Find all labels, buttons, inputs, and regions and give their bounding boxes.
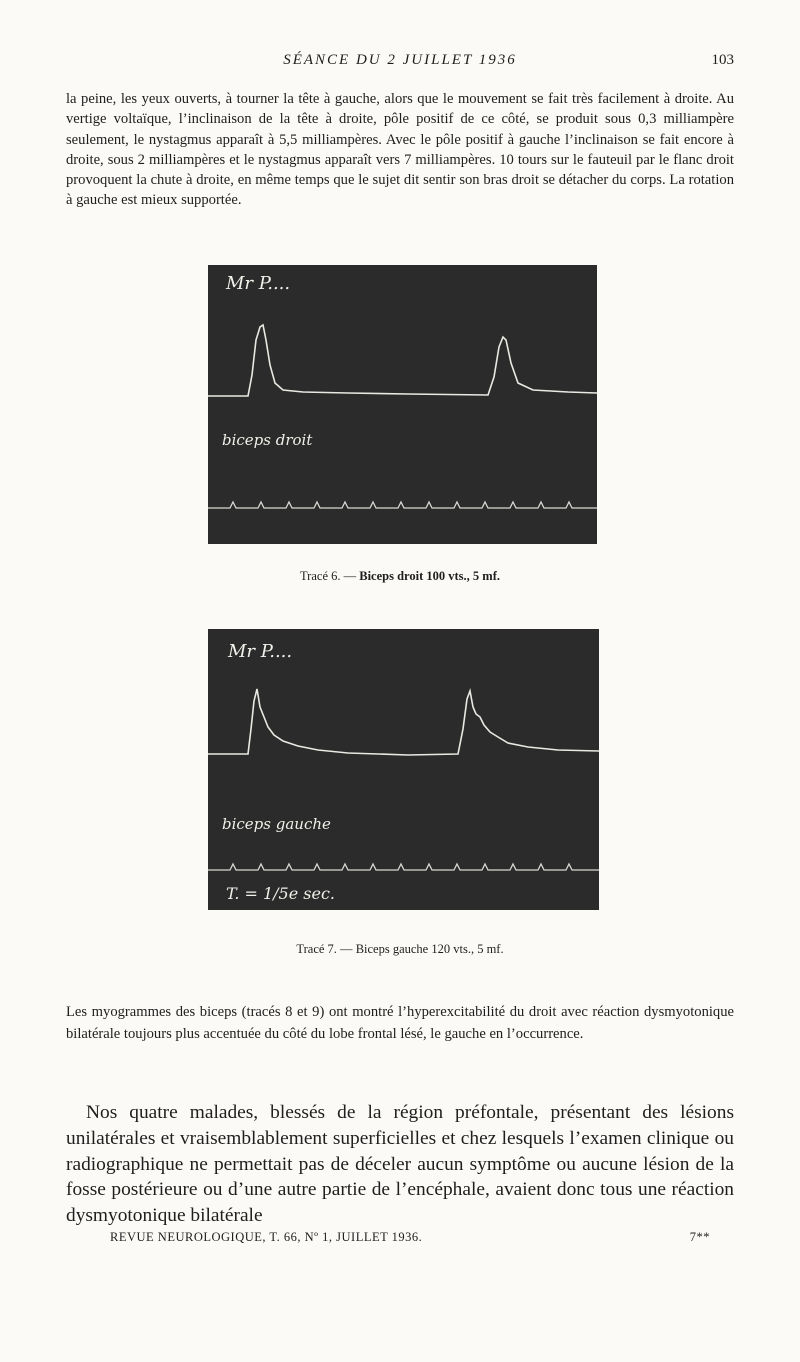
running-head-title: SÉANCE DU 2 JUILLET 1936 (283, 52, 517, 68)
paragraph-3: Nos quatre malades, blessés de la région préfontale, présentant des lésions unilatérales et vraisemblablement superficielles et chez lesquels l’examen clinique ou radiographique ne permettait pas de déceler aucun symptôme ou aucune lésion de la fosse postérieure ou d’une autre partie de l’encéphale, avaient donc tous une réaction dysmyotonique bilatérale (66, 1102, 734, 1227)
caption-7-prefix: Tracé 7. — (296, 942, 356, 956)
caption-6-main: Biceps droit 100 vts., 5 mf. (359, 569, 500, 583)
myogram-figure-7 (208, 629, 599, 910)
trace-7-time-marks (208, 864, 599, 870)
caption-6-prefix: Tracé 6. — (299, 569, 360, 583)
myogram-figure-6 (208, 265, 597, 544)
myogram-trace-7 (208, 629, 599, 910)
trace-6-time-marks (208, 502, 597, 508)
myogram-trace-6 (208, 265, 597, 544)
fig-7-patient-label: Mr P.... (228, 641, 293, 662)
caption-figure-7 (0, 942, 800, 957)
fig-7-time-label: T. = 1/5e sec. (226, 884, 336, 903)
fig-7-trace-label: biceps gauche (222, 815, 331, 833)
paragraph-1: la peine, les yeux ouverts, à tourner la tête à gauche, alors que le mouvement se fait très facilement à droite. Au vertige voltaïque, l’inclinaison de la tête à droite, pôle positif de ce côté, se produit sous 0,3 milliampère seulement, le nystagmus apparaît à 5,5 milliampères. Avec le pôle positif à gauche l’inclinaison se fait encore à droite, sous 2 milliampères et le nystagmus apparaît vers 7 milliampères. 10 tours sur le fauteuil par le flanc droit provoquent la chute à droite, en même temps que le sujet dit sentir son bras droit se détacher du corps. La rotation à gauche est mieux supportée. (66, 91, 734, 209)
fig-6-trace-label: biceps droit (222, 431, 313, 449)
footer-journal: REVUE NEUROLOGIQUE, T. 66, Nº 1, JUILLET 1936. (110, 1230, 423, 1244)
page-number: 103 (711, 52, 734, 68)
caption-figure-6 (0, 569, 800, 584)
caption-7-main: Biceps gauche 120 vts., 5 mf. (355, 942, 504, 956)
trace-7-waveform (208, 689, 599, 755)
footer-signature-mark: 7** (689, 1230, 710, 1244)
fig-6-patient-label: Mr P.... (226, 273, 291, 294)
page-footer (110, 1230, 710, 1248)
running-head (66, 52, 734, 74)
trace-6-waveform (208, 325, 597, 396)
paragraph-2: Les myogrammes des biceps (tracés 8 et 9) ont montré l’hyperexcitabilité du droit avec réaction dysmyotonique bilatérale toujours plus accentuée du côté du lobe frontal lésé, le gauche en l’occurrence. (66, 1004, 734, 1042)
